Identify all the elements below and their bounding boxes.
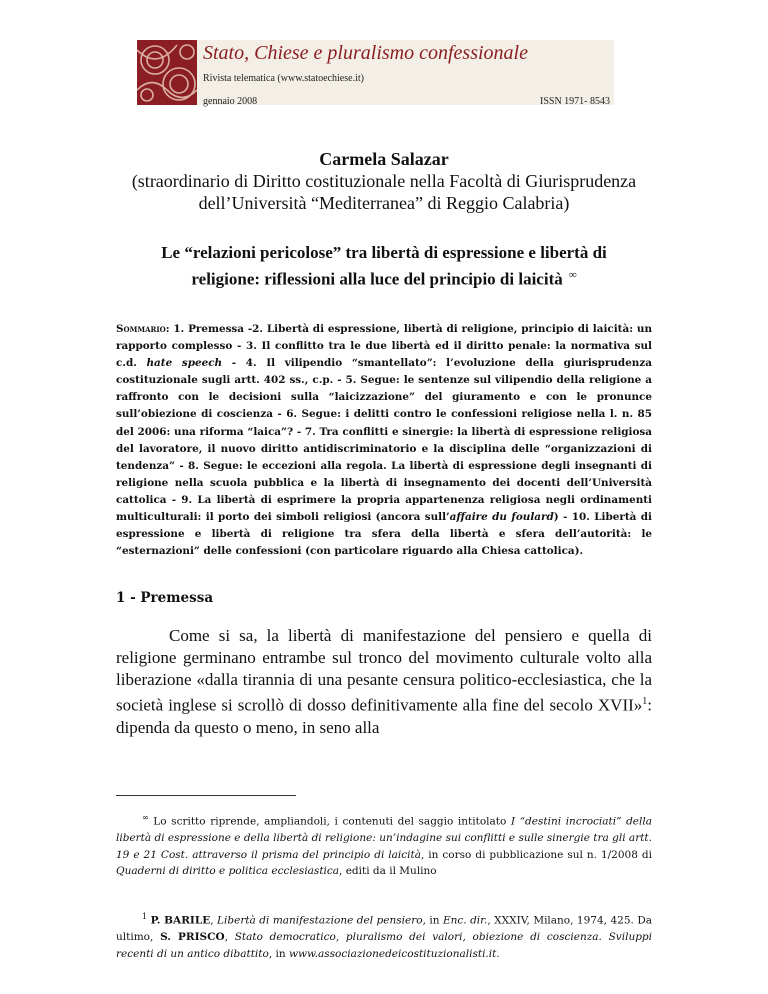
journal-title: Stato, Chiese e pluralismo confessionale [203,42,528,64]
body-paragraph [116,625,652,739]
body-text-2: : dipenda da questo o meno, in seno alla [116,695,652,737]
author-affiliation-line2: dell’Università “Mediterranea” di Reggio Calabria) [198,193,570,213]
footnote-star-text-c: , editi da il Mulino [339,865,437,877]
summary-text-1: 1. Premessa -2. Libertà di espressione, libertà di religione, principio di laicità: un rapporto complesso - 3. Il conflitto tra le due libertà ed il diritto penale: la normativa sul c.d. [116,323,652,370]
footnote-star-text-b: , in corso di pubblicazione sul n. 1/2008 di [420,848,652,861]
journal-logo [137,40,197,105]
footnote-1-author-prisco: S. PRISCO [160,931,225,943]
summary-text-2: - 4. Il vilipendio “smantellato”: l’evoluzione della giurisprudenza costituzionale sugli artt. 402 ss., c.p. - 5. Segue: le sentenze sul vilipendio della religione a raffronto con le decisioni sulla “laicizzazione” del giuramento e con le pronunce sull’obiezione di coscienza - 6. Segue: i delitti contro le confessioni religiose nella l. n. 85 del 2006: una riforma “laica”? - 7. Tra conflitti e sinergie: la libertà di espressione religiosa del lavoratore, il nuovo diritto antidiscriminatorio e la disciplina delle “organizzazioni di tendenza” - 8. Segue: le eccezioni alla regola. La libertà di espressione degli insegnanti di religione nella scuola pubblica e la libertà di insegnamento dei docenti dell’Università cattolica - 9. La libertà di esprimere la propria appartenenza religiosa negli ordinamenti multiculturali: il porto dei simboli religiosi (ancora sull’ [116,357,652,524]
journal-header [137,40,614,105]
footnote-1-url-link[interactable]: www.associazionedeicostituzionalisti.it [288,947,497,960]
author-affiliation-line1: (straordinario di Diritto costituzionale nella Facoltà di Giurisprudenza [131,171,637,191]
summary [116,321,652,560]
footnote-ref-1[interactable]: 1 [642,696,648,707]
footnote-star-journal: Quaderni di diritto e politica ecclesiastica [116,865,340,877]
summary-italic-1: hate speech [146,357,223,370]
section-heading: 1 - Premessa [116,590,214,606]
footnote-1-end: . [496,947,500,960]
footnote-1-work-1: Libertà di manifestazione del pensiero [217,914,423,927]
footnote-1-enc: Enc. dir. [442,914,488,927]
author-block [60,148,708,214]
footnote-1-text-2: , XXXIV, Milano, 1974, 425. Da ultimo, [116,914,652,943]
footnote-1-mark: 1 [142,912,148,921]
footnote-star-work-title: I “destini incrociati” della libertà di espressione e della libertà di religione: un’indagine sui conflitti e sulle sinergie tra gli artt. 19 e 21 Cost. attraverso il prisma del principio di laicità [116,815,653,861]
body-text-1: Come si sa, la libertà di manifestazione del pensiero e quella di religione germinano entrambe sul tronco del movimento culturale volto alla liberazione «dalla tirannia di una pesante censura politico-ecclesiastica, che la società inglese si scrollò di dosso definitivamente alla fine del secolo XVII» [116,626,652,715]
author-name: Carmela Salazar [319,149,449,169]
journal-subtitle: Rivista telematica (www.statoechiese.it) [203,73,364,84]
article-title [80,241,688,291]
footnote-1-author-barile: P. BARILE [150,914,211,927]
footnote-star [116,810,652,880]
footnote-1-work-2: Stato democratico, pluralismo dei valori, obiezione di coscienza. Sviluppi recenti di un antico dibattito [116,931,653,960]
footnote-star-mark: ∞ [142,813,149,822]
article-title-footnote-mark[interactable]: ∞ [568,269,577,281]
journal-date: gennaio 2008 [203,96,258,107]
summary-label: Sommario: [116,323,170,335]
summary-italic-2: affaire du foulard [449,511,554,524]
footnote-1-text-3: , in [268,947,289,960]
footnote-divider [116,795,296,796]
journal-issn: ISSN 1971- 8543 [539,96,610,107]
footnote-1 [116,909,652,962]
article-title-line2: religione: riflessioni alla luce del principio di laicità [191,269,563,289]
footnote-1-sep-2: , [224,931,235,943]
footnote-star-text-a: Lo scritto riprende, ampliandoli, i contenuti del saggio intitolato [148,815,511,828]
article-title-line1: Le “relazioni pericolose” tra libertà di espressione e libertà di [161,243,607,262]
footnote-1-text-1: , in [422,914,443,927]
summary-text-3: ) - 10. Libertà di espressione e libertà di religione tra sfera della libertà e sfera dell’autorità: le “esternazioni” delle confessioni (con particolare riguardo alla Chiesa cattolica). [116,511,652,558]
footnote-1-sep-1: , [210,914,218,927]
journal-logo-icon [137,40,197,105]
